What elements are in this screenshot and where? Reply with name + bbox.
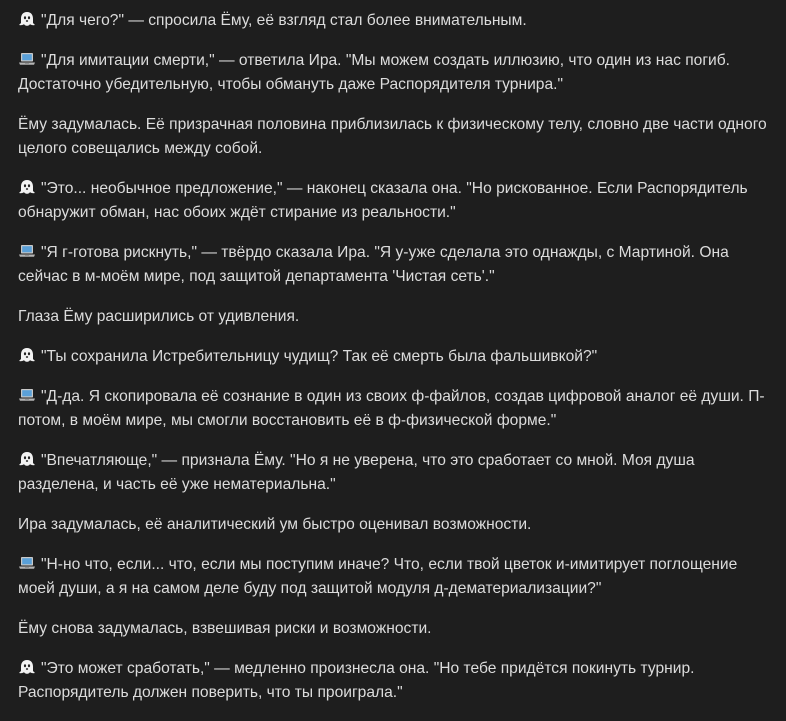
paragraph-13: [18, 657, 778, 705]
paragraph-text: Ира задумалась, её аналитический ум быстро оценивал возможности.: [18, 516, 532, 533]
paragraph-9: [18, 449, 778, 497]
ghost-icon: [18, 451, 36, 467]
paragraph-5: [18, 241, 778, 289]
ghost-icon: [18, 179, 36, 195]
ghost-icon: [18, 11, 36, 27]
paragraph-text: "Н-но что, если... что, если мы поступим иначе? Что, если твой цветок и-имитирует поглощение моей души, а я на самом деле буду под защитой модуля д-дематериализации?": [18, 556, 738, 597]
paragraph-text: Ёму снова задумалась, взвешивая риски и возможности.: [18, 620, 432, 637]
laptop-icon: [18, 243, 36, 259]
paragraph-2: [18, 49, 778, 97]
laptop-icon: [18, 555, 36, 571]
paragraph-11: [18, 553, 778, 601]
paragraph-12: [18, 617, 778, 641]
paragraph-text: "Ты сохранила Истребительницу чудищ? Так её смерть была фальшивкой?": [41, 348, 598, 365]
paragraph-text: "Д-да. Я скопировала её сознание в один из своих ф-файлов, создав цифровой аналог её души. П-потом, в моём мире, мы смогли восстановить её в ф-физической форме.": [18, 388, 765, 429]
paragraph-8: [18, 385, 778, 433]
paragraph-text: "Это может сработать," — медленно произнесла она. "Но тебе придётся покинуть турнир. Распорядитель должен поверить, что ты проиграла.": [18, 660, 695, 701]
story-document: [18, 0, 778, 721]
paragraph-10: [18, 513, 778, 537]
paragraph-6: [18, 305, 778, 329]
ghost-icon: [18, 659, 36, 675]
laptop-icon: [18, 387, 36, 403]
paragraph-text: "Для чего?" — спросила Ёму, её взгляд стал более внимательным.: [41, 12, 527, 29]
laptop-icon: [18, 51, 36, 67]
paragraph-1: [18, 9, 778, 33]
paragraph-3: [18, 113, 778, 161]
paragraph-text: "Это... необычное предложение," — наконец сказала она. "Но рискованное. Если Распорядитель обнаружит обман, нас обоих ждёт стирание из реальности.": [18, 180, 748, 221]
paragraph-4: [18, 177, 778, 225]
paragraph-7: [18, 345, 778, 369]
paragraph-text: "Для имитации смерти," — ответила Ира. "Мы можем создать иллюзию, что один из нас погиб. Достаточно убедительную, чтобы обмануть даже Распорядителя турнира.": [18, 52, 730, 93]
ghost-icon: [18, 347, 36, 363]
paragraph-text: Ёму задумалась. Её призрачная половина приблизилась к физическому телу, словно две части одного целого совещались между собой.: [18, 116, 767, 157]
paragraph-text: Глаза Ёму расширились от удивления.: [18, 308, 300, 325]
paragraph-text: "Впечатляюще," — признала Ёму. "Но я не уверена, что это сработает со мной. Моя душа разделена, и часть её уже нематериальна.": [18, 452, 695, 493]
paragraph-text: "Я г-готова рискнуть," — твёрдо сказала Ира. "Я у-уже сделала это однажды, с Мартиной. Она сейчас в м-моём мире, под защитой департамента 'Чистая сеть'.": [18, 244, 729, 285]
